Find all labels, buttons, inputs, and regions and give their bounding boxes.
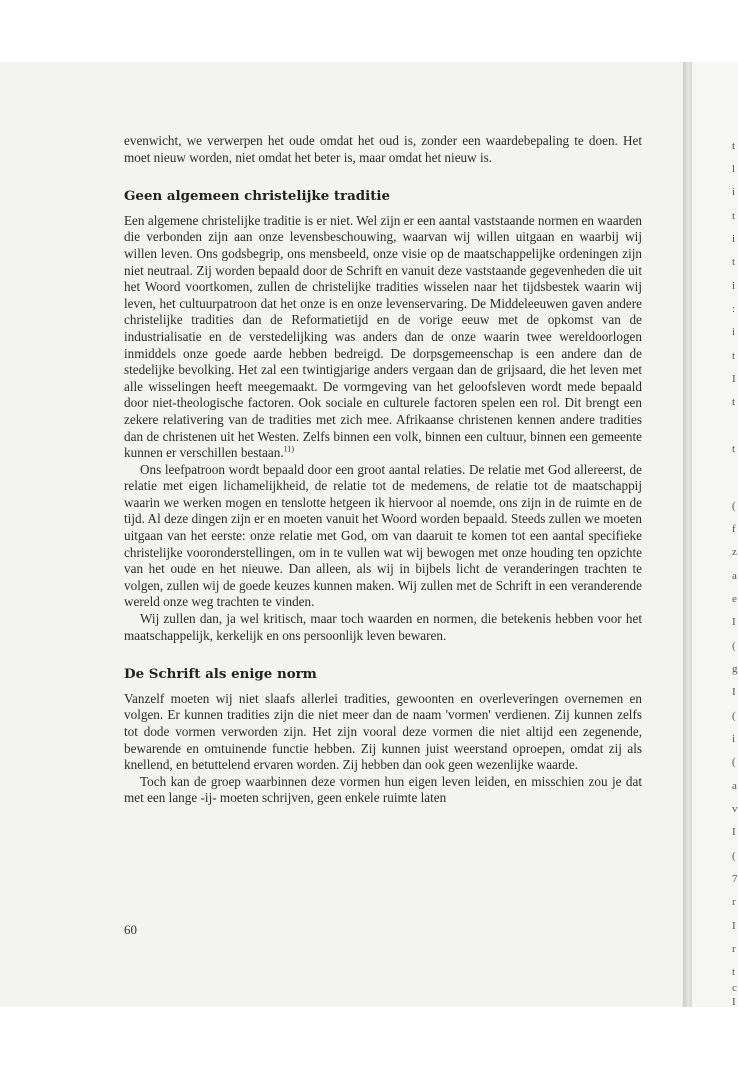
edge-char: c xyxy=(732,982,737,994)
page-body xyxy=(124,133,642,807)
page-number: 60 xyxy=(124,922,137,937)
paragraph: Wij zullen dan, ja wel kritisch, maar toch waarden en normen, die betekenis hebben voor het maatschappelijk, kerkelijk en ons persoonlijk leven bewaren. xyxy=(124,611,642,643)
edge-char: i xyxy=(732,280,736,292)
section-heading: Geen algemeen christelijke traditie xyxy=(124,188,391,205)
paragraph: Ons leefpatroon wordt bepaald door een groot aantal relaties. De relatie met God allereerst, de relatie met eigen lichamelijkheid, de relatie tot de medemens, de relatie tot de maatschappij waarin we werken mogen en tenslotte hetgeen ik hiervoor al noemde, ons zijn in de ruimte en de tijd. Al deze dingen zijn er en moeten vanuit het Woord worden bepaald. Steeds zullen we moeten uitgaan van het eerste: onze relatie met God, om van daaruit te komen tot een aantal specifieke christelijke vooronderstellingen, om in te vullen wat wij bewogen met onze houding ten opzichte van het oude en het nieuwe. Dan alleen, als wij in bijbels licht de veranderingen trachten te volgen, zullen wij de goede keuzes kunnen maken. Wij zullen met de Schrift in een veranderende wereld onze weg trachten te vinden. xyxy=(124,461,642,610)
paragraph-text: Een algemene christelijke traditie is er niet. Wel zijn er een aantal vaststaande normen en waarden die verbonden zijn aan onze levensbeschouwing, waarvan wij willen uitgaan en waarbij wij willen leven. Ons godsbegrip, ons mensbeeld, onze visie op de maatschappelijke ordeningen zijn niet neutraal. Zij worden bepaald door de Schrift en vanuit deze vaststaande gegevenheden die uit het Woord voortkomen, zullen de christelijke tradities wisselen naar het tijdsbestek waarin wij leven, het cultuurpatroon dat het onze is en onze levenservaring. De Middeleeuwen gaven andere christelijke tradities dan de Reformatietijd en de vorige eeuw met de opkomst van de industrialisatie en de verstedelijking was anders dan de onze waarin twee wereldoorlogen inmiddels onze goede aarde hebben bedreigd. De dorpsgemeenschap is een andere dan de stedelijke bevolking. Het zal een twintigjarige anders vergaan dan de grijsaard, die het leven met alle wisselingen heeft meegemaakt. De vormgeving van het geloofsleven wordt mede bepaald door niet-theologische factoren. Ook sociale en culturele factoren spelen een rol. Dit brengt een zekere relativering van de tradities met zich mee. Afrikaanse christenen kennen andere tradities dan de christenen uit het Westen. Zelfs binnen een volk, binnen een cultuur, binnen een gemeente kunnen er verschillen bestaan. xyxy=(124,212,642,461)
edge-char: e xyxy=(732,593,737,605)
edge-char: t xyxy=(732,396,736,408)
edge-char: ( xyxy=(732,756,736,768)
edge-char: a xyxy=(732,570,737,582)
adjacent-page-edge xyxy=(692,62,738,1007)
edge-char: f xyxy=(732,523,736,535)
edge-char: : xyxy=(732,303,736,315)
edge-char: 7 xyxy=(732,873,738,885)
edge-char: t xyxy=(732,256,736,268)
edge-char: g xyxy=(732,663,738,675)
edge-char: i xyxy=(732,233,736,245)
edge-char: I xyxy=(732,920,736,932)
edge-char: I xyxy=(732,373,736,385)
edge-char: r xyxy=(732,896,736,908)
paragraph xyxy=(124,213,642,462)
footnote-reference: 11) xyxy=(283,444,295,454)
edge-char: z xyxy=(732,546,737,558)
edge-char: r xyxy=(732,943,736,955)
edge-char: ( xyxy=(732,500,736,512)
edge-char: t xyxy=(732,443,736,455)
edge-char: I xyxy=(732,826,736,838)
edge-char: a xyxy=(732,780,737,792)
book-spine xyxy=(683,62,692,1007)
edge-char: I xyxy=(732,996,736,1007)
edge-char: I xyxy=(732,686,736,698)
edge-char: t xyxy=(732,140,736,152)
edge-char: ( xyxy=(732,640,736,652)
edge-char: v xyxy=(732,803,738,815)
edge-char: l xyxy=(732,163,736,175)
edge-char: i xyxy=(732,326,736,338)
edge-char: t xyxy=(732,350,736,362)
paragraph: evenwicht, we verwerpen het oude omdat het oud is, zonder een waardebepaling te doen. Het moet nieuw worden, niet omdat het beter is, maar omdat het nieuw is. xyxy=(124,133,642,165)
edge-char: ( xyxy=(732,850,736,862)
paragraph: Vanzelf moeten wij niet slaafs allerlei tradities, gewoonten en overleveringen overnemen en volgen. Er kunnen tradities zijn die niet meer dan de naam 'vormen' verdienen. Zij kunnen zelfs tot dode vormen verworden zijn. Het zijn vooral deze vormen die niet altijd een zegenende, bewarende en omtuinende functie hebben. Zij kunnen juist weerstand oproepen, omdat zij als knellend, en betuttelend ervaren worden. Zij hebben dan ook geen wezenlijke waarde. xyxy=(124,690,642,773)
edge-char: i xyxy=(732,733,736,745)
edge-char: ( xyxy=(732,710,736,722)
edge-char: I xyxy=(732,616,736,628)
section-heading: De Schrift als enige norm xyxy=(124,666,317,683)
paragraph: Toch kan de groep waarbinnen deze vormen hun eigen leven leiden, en misschien zou je dat met een lange -ij- moeten schrijven, geen enkele ruimte laten xyxy=(124,773,642,806)
edge-char: t xyxy=(732,210,736,222)
edge-char: t xyxy=(732,966,736,978)
edge-char: i xyxy=(732,186,736,198)
